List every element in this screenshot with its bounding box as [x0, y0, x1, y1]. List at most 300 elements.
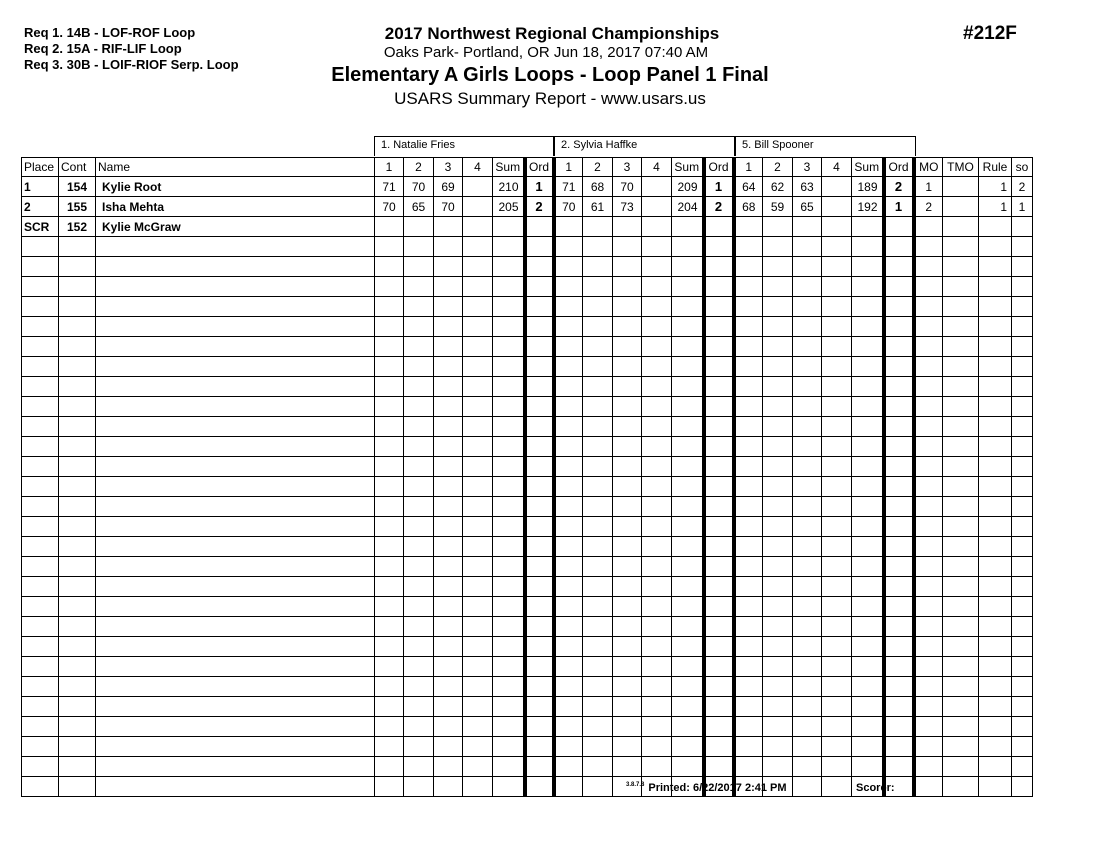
judge-3-mark-4-cell — [822, 577, 852, 597]
so-cell: 2 — [1012, 177, 1033, 197]
mo-cell — [914, 337, 943, 357]
judge-1-mark-4-cell — [463, 497, 493, 517]
judge-2-mark-3-cell — [613, 417, 642, 437]
judge-2-mark-4-cell — [642, 477, 672, 497]
judge-2-mark-2-cell — [583, 437, 613, 457]
judge-2-mark-1-cell — [554, 557, 583, 577]
judge-2-mark-4-cell — [642, 437, 672, 457]
judge-3-mark-1-cell — [734, 537, 763, 557]
judge-3-ord-cell — [884, 557, 914, 577]
judge-2-mark-1-cell — [554, 777, 583, 797]
judge-2-mark-4-cell — [642, 177, 672, 197]
rule-cell — [979, 257, 1012, 277]
judge-2-mark-1-cell — [554, 517, 583, 537]
judge-1-mark-1-cell — [375, 537, 404, 557]
judge-3-mark-2-cell — [763, 597, 793, 617]
judge-1-ord-cell — [525, 317, 554, 337]
judge-2-ord-cell — [704, 397, 734, 417]
so-cell — [1012, 617, 1033, 637]
judge-2-mark-4-cell — [642, 537, 672, 557]
rule-cell — [979, 277, 1012, 297]
tmo-cell — [943, 377, 979, 397]
cont-cell — [59, 517, 96, 537]
mo-cell — [914, 497, 943, 517]
judge-2-mark-2-cell — [583, 677, 613, 697]
cont-cell: 155 — [59, 197, 96, 217]
place-cell — [22, 497, 59, 517]
requirements-list — [24, 25, 239, 73]
judge-3-sum-cell — [852, 397, 884, 417]
rule-cell — [979, 657, 1012, 677]
header-judge-2-ord: Ord — [704, 158, 734, 177]
judge-3-mark-1-cell — [734, 697, 763, 717]
judge-1-sum-cell — [493, 497, 525, 517]
judge-2-mark-1-cell — [554, 317, 583, 337]
judge-1-mark-3-cell — [434, 277, 463, 297]
judge-2-ord-cell — [704, 357, 734, 377]
judge-1-mark-3-cell — [434, 757, 463, 777]
so-cell — [1012, 257, 1033, 277]
judge-1-sum-cell: 205 — [493, 197, 525, 217]
judge-3-mark-1-cell — [734, 397, 763, 417]
name-cell — [96, 417, 375, 437]
judge-2-ord-cell — [704, 697, 734, 717]
judge-3-ord-cell — [884, 697, 914, 717]
mo-cell — [914, 217, 943, 237]
results-table — [21, 157, 1033, 797]
cont-cell: 152 — [59, 217, 96, 237]
rule-cell — [979, 237, 1012, 257]
judge-2-sum-cell — [672, 337, 704, 357]
judge-3-ord-cell — [884, 637, 914, 657]
judge-1-mark-3-cell — [434, 357, 463, 377]
table-row — [22, 737, 1033, 757]
name-cell — [96, 737, 375, 757]
judge-2-mark-2-cell — [583, 477, 613, 497]
judge-3-mark-1-cell: 68 — [734, 197, 763, 217]
judge-3-mark-3-cell — [793, 617, 822, 637]
name-cell — [96, 657, 375, 677]
judge-1-sum-cell — [493, 617, 525, 637]
place-cell — [22, 437, 59, 457]
judge-2-mark-4-cell — [642, 357, 672, 377]
judge-2-mark-3-cell — [613, 377, 642, 397]
table-row — [22, 457, 1033, 477]
judge-2-ord-cell: 1 — [704, 177, 734, 197]
judge-1-ord-cell — [525, 217, 554, 237]
judge-3-mark-3-cell — [793, 257, 822, 277]
judge-2-sum-cell — [672, 577, 704, 597]
judge-2-mark-4-cell — [642, 417, 672, 437]
judge-2-mark-1-cell — [554, 297, 583, 317]
scorer-label: Scorer: — [856, 782, 895, 794]
judge-3-sum-cell — [852, 497, 884, 517]
judge-1-mark-2-cell — [404, 357, 434, 377]
judge-2-mark-2-cell — [583, 277, 613, 297]
tmo-cell — [943, 257, 979, 277]
judge-1-mark-1-cell — [375, 637, 404, 657]
judge-1-mark-2-cell — [404, 297, 434, 317]
so-cell — [1012, 737, 1033, 757]
judge-3-mark-4-cell — [822, 737, 852, 757]
cont-cell — [59, 357, 96, 377]
judge-1-mark-1-cell — [375, 737, 404, 757]
tmo-cell — [943, 577, 979, 597]
judge-3-mark-4-cell — [822, 497, 852, 517]
mo-cell — [914, 757, 943, 777]
judge-1-mark-3-cell — [434, 257, 463, 277]
judge-2-mark-4-cell — [642, 617, 672, 637]
judge-3-mark-3-cell — [793, 737, 822, 757]
judge-2-mark-3-cell — [613, 697, 642, 717]
mo-cell — [914, 477, 943, 497]
cont-cell — [59, 717, 96, 737]
judge-3-ord-cell — [884, 677, 914, 697]
tmo-cell — [943, 777, 979, 797]
judge-1-mark-2-cell — [404, 617, 434, 637]
judge-3-mark-1-cell — [734, 717, 763, 737]
mo-cell — [914, 657, 943, 677]
judge-1-mark-3-cell — [434, 657, 463, 677]
mo-cell — [914, 717, 943, 737]
judge-3-mark-4-cell — [822, 357, 852, 377]
judge-1-mark-2-cell — [404, 497, 434, 517]
judge-2-mark-3-cell — [613, 437, 642, 457]
header-tmo: TMO — [943, 158, 979, 177]
name-cell — [96, 477, 375, 497]
judge-1-mark-4-cell — [463, 297, 493, 317]
judge-2-mark-1-cell — [554, 737, 583, 757]
header-judge-3-mark-3: 3 — [793, 158, 822, 177]
judge-2-mark-3-cell — [613, 577, 642, 597]
judge-2-sum-cell — [672, 397, 704, 417]
header-cont: Cont — [59, 158, 96, 177]
judge-2-mark-4-cell — [642, 457, 672, 477]
judge-1-sum-cell — [493, 717, 525, 737]
judge-2-mark-3-cell — [613, 557, 642, 577]
judge-2-mark-4-cell — [642, 277, 672, 297]
judge-1-mark-1-cell — [375, 397, 404, 417]
judge-2-mark-1-cell — [554, 337, 583, 357]
judge-1-sum-cell — [493, 757, 525, 777]
judge-2-mark-2-cell — [583, 237, 613, 257]
judge-2-ord-cell — [704, 297, 734, 317]
judge-1-mark-3-cell — [434, 577, 463, 597]
place-cell — [22, 337, 59, 357]
place-cell — [22, 477, 59, 497]
judge-2-mark-4-cell — [642, 377, 672, 397]
judge-3-mark-3-cell — [793, 677, 822, 697]
judge-3-header: 5. Bill Spooner — [735, 136, 916, 156]
judge-1-mark-2-cell — [404, 737, 434, 757]
judge-2-mark-4-cell — [642, 317, 672, 337]
judge-2-sum-cell — [672, 517, 704, 537]
table-row — [22, 517, 1033, 537]
judge-3-mark-2-cell — [763, 717, 793, 737]
judge-1-mark-3-cell — [434, 237, 463, 257]
rule-cell — [979, 577, 1012, 597]
header-judge-2-mark-2: 2 — [583, 158, 613, 177]
judge-1-mark-4-cell — [463, 717, 493, 737]
tmo-cell — [943, 237, 979, 257]
judge-1-sum-cell — [493, 257, 525, 277]
judge-2-mark-1-cell — [554, 237, 583, 257]
table-row — [22, 757, 1033, 777]
judge-1-ord-cell — [525, 357, 554, 377]
place-cell — [22, 757, 59, 777]
table-row — [22, 477, 1033, 497]
judge-3-mark-2-cell — [763, 537, 793, 557]
judge-2-mark-3-cell — [613, 237, 642, 257]
judge-3-mark-4-cell — [822, 617, 852, 637]
printed-date: Printed: 6/22/2017 2:41 PM — [648, 782, 787, 794]
judge-3-mark-4-cell — [822, 537, 852, 557]
tmo-cell — [943, 177, 979, 197]
judge-1-mark-2-cell — [404, 517, 434, 537]
judge-3-sum-cell — [852, 697, 884, 717]
judge-3-mark-3-cell — [793, 377, 822, 397]
judge-1-mark-2-cell — [404, 577, 434, 597]
judge-3-mark-4-cell — [822, 557, 852, 577]
judge-1-mark-1-cell: 70 — [375, 197, 404, 217]
table-row — [22, 537, 1033, 557]
mo-cell — [914, 597, 943, 617]
name-cell — [96, 577, 375, 597]
judge-2-mark-2-cell — [583, 297, 613, 317]
judge-3-mark-2-cell — [763, 257, 793, 277]
judge-3-mark-3-cell — [793, 777, 822, 797]
place-cell — [22, 237, 59, 257]
table-row — [22, 597, 1033, 617]
judge-2-mark-1-cell — [554, 417, 583, 437]
judge-3-mark-1-cell — [734, 317, 763, 337]
name-cell — [96, 437, 375, 457]
rule-cell — [979, 677, 1012, 697]
tmo-cell — [943, 417, 979, 437]
judge-3-mark-1-cell — [734, 597, 763, 617]
table-row — [22, 637, 1033, 657]
rule-cell — [979, 537, 1012, 557]
judge-3-ord-cell — [884, 397, 914, 417]
judge-3-mark-4-cell — [822, 717, 852, 737]
cont-cell — [59, 777, 96, 797]
judge-3-mark-4-cell — [822, 177, 852, 197]
table-row — [22, 317, 1033, 337]
header-judge-2-mark-4: 4 — [642, 158, 672, 177]
header-judge-1-mark-1: 1 — [375, 158, 404, 177]
cont-cell — [59, 537, 96, 557]
place-cell — [22, 717, 59, 737]
judge-2-ord-cell — [704, 637, 734, 657]
judge-3-mark-4-cell — [822, 317, 852, 337]
judge-1-mark-2-cell — [404, 557, 434, 577]
judge-3-mark-2-cell — [763, 617, 793, 637]
name-cell — [96, 237, 375, 257]
judge-3-mark-4-cell — [822, 257, 852, 277]
rule-cell: 1 — [979, 177, 1012, 197]
table-row — [22, 657, 1033, 677]
judge-3-ord-cell — [884, 257, 914, 277]
judge-1-sum-cell — [493, 737, 525, 757]
mo-cell — [914, 377, 943, 397]
name-cell: Isha Mehta — [96, 197, 375, 217]
judge-1-mark-4-cell — [463, 737, 493, 757]
rule-cell — [979, 557, 1012, 577]
judge-1-ord-cell — [525, 277, 554, 297]
judge-1-mark-3-cell — [434, 337, 463, 357]
cont-cell — [59, 457, 96, 477]
judge-2-mark-2-cell — [583, 457, 613, 477]
so-cell — [1012, 717, 1033, 737]
judge-3-mark-2-cell — [763, 217, 793, 237]
judge-1-mark-2-cell — [404, 377, 434, 397]
judge-1-header: 1. Natalie Fries — [374, 136, 554, 156]
judge-2-ord-cell: 2 — [704, 197, 734, 217]
judge-1-mark-4-cell — [463, 677, 493, 697]
judge-1-mark-4-cell — [463, 417, 493, 437]
judge-2-ord-cell — [704, 717, 734, 737]
judge-2-sum-cell — [672, 357, 704, 377]
judge-3-mark-2-cell — [763, 677, 793, 697]
judge-1-ord-cell — [525, 497, 554, 517]
rule-cell — [979, 477, 1012, 497]
mo-cell — [914, 297, 943, 317]
judge-2-mark-3-cell — [613, 337, 642, 357]
mo-cell — [914, 277, 943, 297]
so-cell — [1012, 697, 1033, 717]
judge-1-ord-cell — [525, 257, 554, 277]
judge-3-mark-3-cell — [793, 297, 822, 317]
rule-cell — [979, 337, 1012, 357]
table-row — [22, 337, 1033, 357]
judge-1-mark-1-cell: 71 — [375, 177, 404, 197]
judge-3-sum-cell — [852, 437, 884, 457]
cont-cell — [59, 417, 96, 437]
table-row — [22, 617, 1033, 637]
judge-2-ord-cell — [704, 517, 734, 537]
judge-1-mark-3-cell — [434, 557, 463, 577]
judge-1-sum-cell — [493, 377, 525, 397]
place-cell: SCR — [22, 217, 59, 237]
judge-1-sum-cell — [493, 597, 525, 617]
cont-cell — [59, 277, 96, 297]
judge-1-mark-3-cell — [434, 437, 463, 457]
rule-cell — [979, 717, 1012, 737]
judge-1-ord-cell — [525, 777, 554, 797]
place-cell: 2 — [22, 197, 59, 217]
name-cell — [96, 397, 375, 417]
judge-3-mark-4-cell — [822, 477, 852, 497]
judge-1-mark-2-cell — [404, 697, 434, 717]
rule-cell — [979, 517, 1012, 537]
judge-3-mark-2-cell — [763, 697, 793, 717]
judge-2-mark-1-cell — [554, 757, 583, 777]
judge-3-sum-cell — [852, 657, 884, 677]
judge-3-mark-3-cell — [793, 457, 822, 477]
judge-3-mark-1-cell — [734, 477, 763, 497]
tmo-cell — [943, 217, 979, 237]
judge-1-sum-cell — [493, 677, 525, 697]
judge-2-mark-2-cell — [583, 337, 613, 357]
judge-1-mark-3-cell — [434, 737, 463, 757]
judge-2-sum-cell — [672, 637, 704, 657]
judge-2-mark-1-cell — [554, 357, 583, 377]
judge-1-mark-2-cell — [404, 257, 434, 277]
judge-2-mark-2-cell — [583, 317, 613, 337]
judge-2-sum-cell — [672, 757, 704, 777]
judge-3-sum-cell — [852, 737, 884, 757]
mo-cell — [914, 437, 943, 457]
judge-1-mark-2-cell — [404, 457, 434, 477]
judge-1-mark-4-cell — [463, 597, 493, 617]
judge-2-sum-cell — [672, 537, 704, 557]
name-cell — [96, 777, 375, 797]
judge-2-mark-2-cell: 61 — [583, 197, 613, 217]
table-row — [22, 197, 1033, 217]
cont-cell — [59, 377, 96, 397]
judge-2-ord-cell — [704, 417, 734, 437]
judge-1-mark-4-cell — [463, 337, 493, 357]
judge-3-mark-3-cell — [793, 317, 822, 337]
tmo-cell — [943, 617, 979, 637]
judge-1-mark-2-cell — [404, 437, 434, 457]
judge-2-ord-cell — [704, 677, 734, 697]
judge-2-ord-cell — [704, 477, 734, 497]
cont-cell — [59, 437, 96, 457]
name-cell — [96, 757, 375, 777]
place-cell — [22, 377, 59, 397]
cont-cell — [59, 617, 96, 637]
judge-1-mark-1-cell — [375, 517, 404, 537]
judge-2-mark-2-cell — [583, 417, 613, 437]
rule-cell — [979, 397, 1012, 417]
cont-cell — [59, 317, 96, 337]
cont-cell — [59, 697, 96, 717]
judge-2-mark-3-cell — [613, 477, 642, 497]
judge-2-mark-3-cell — [613, 517, 642, 537]
judge-3-mark-3-cell — [793, 397, 822, 417]
judge-3-ord-cell — [884, 457, 914, 477]
judge-2-mark-1-cell — [554, 477, 583, 497]
judge-1-sum-cell — [493, 397, 525, 417]
table-row — [22, 497, 1033, 517]
judge-1-ord-cell — [525, 297, 554, 317]
judge-2-mark-1-cell — [554, 637, 583, 657]
judge-1-mark-1-cell — [375, 217, 404, 237]
judge-1-mark-3-cell — [434, 517, 463, 537]
place-cell — [22, 577, 59, 597]
judge-2-mark-2-cell — [583, 357, 613, 377]
name-cell: Kylie McGraw — [96, 217, 375, 237]
place-cell — [22, 677, 59, 697]
judge-3-ord-cell — [884, 357, 914, 377]
place-cell — [22, 697, 59, 717]
judge-2-ord-cell — [704, 597, 734, 617]
judge-3-mark-3-cell — [793, 417, 822, 437]
name-cell — [96, 497, 375, 517]
judge-1-ord-cell — [525, 717, 554, 737]
judge-2-mark-4-cell — [642, 397, 672, 417]
judge-2-sum-cell — [672, 617, 704, 637]
place-cell — [22, 597, 59, 617]
judge-3-mark-2-cell — [763, 577, 793, 597]
tmo-cell — [943, 737, 979, 757]
judge-3-mark-4-cell — [822, 237, 852, 257]
judge-3-mark-3-cell — [793, 557, 822, 577]
place-cell — [22, 637, 59, 657]
judge-3-mark-4-cell — [822, 457, 852, 477]
judge-3-ord-cell — [884, 517, 914, 537]
